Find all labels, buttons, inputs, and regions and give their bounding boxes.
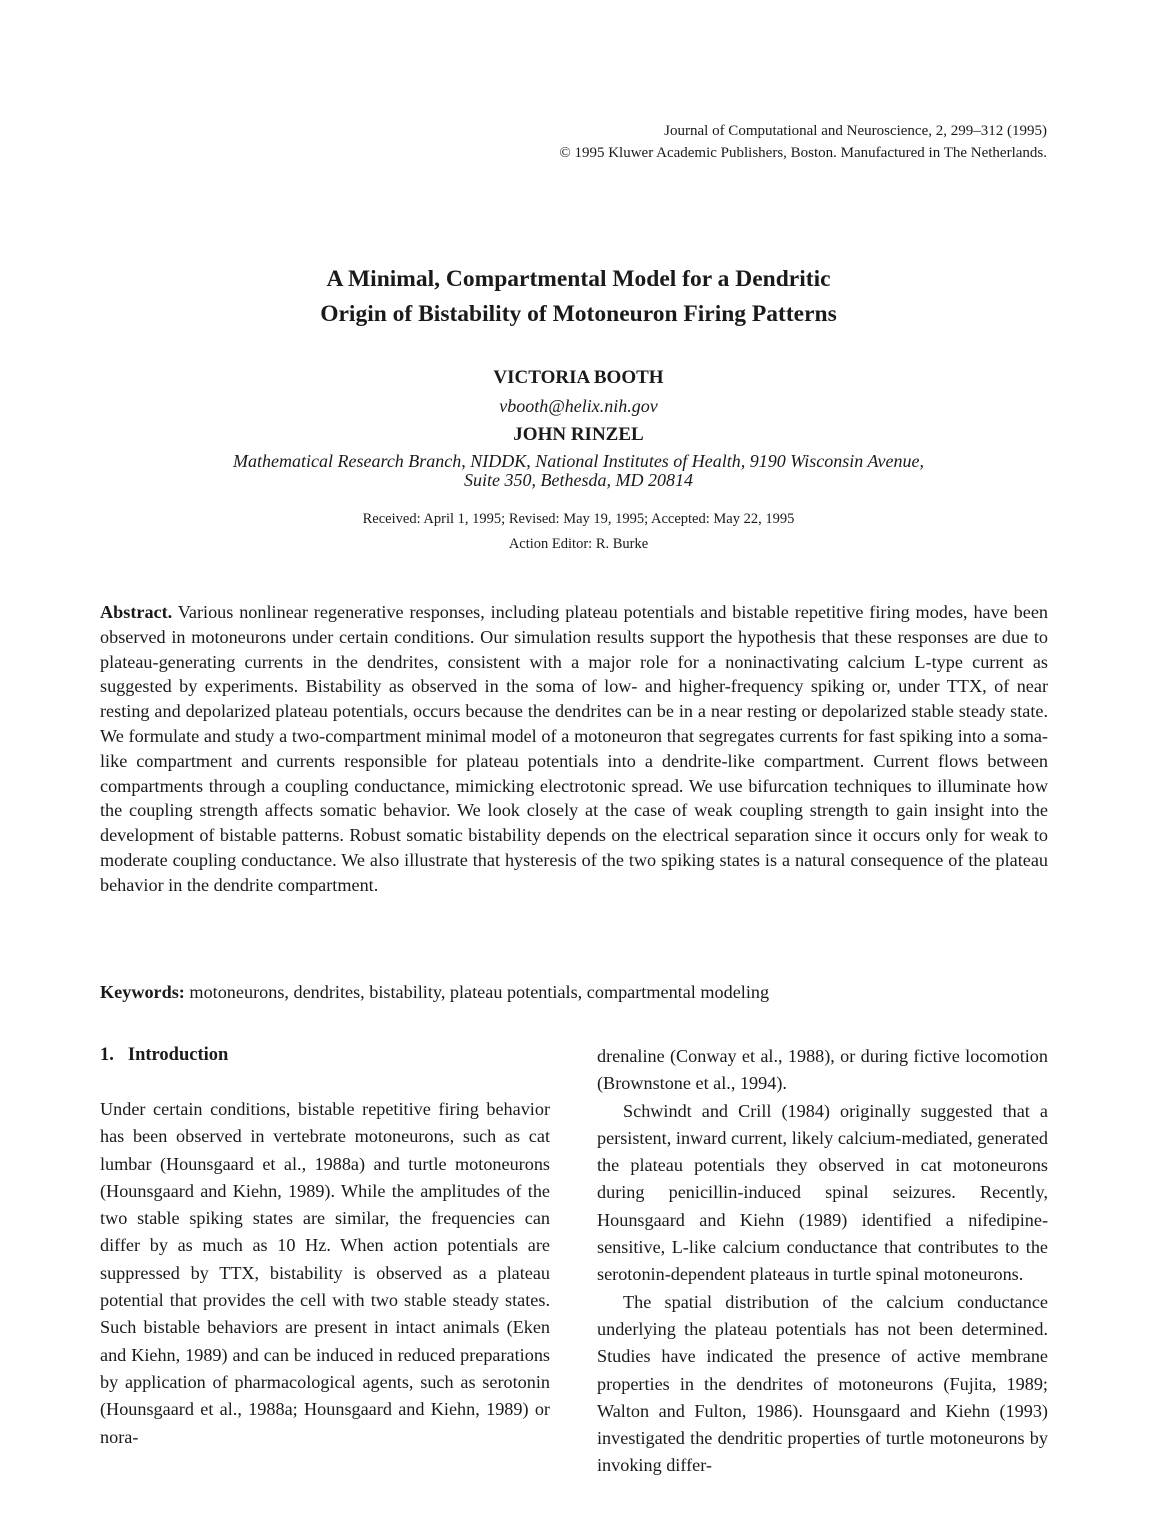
action-editor: Action Editor: R. Burke xyxy=(508,536,649,552)
title-line-2: Origin of Bistability of Motoneuron Firing Patterns xyxy=(320,301,837,327)
journal-header xyxy=(559,120,1047,164)
copyright-notice: © 1995 Kluwer Academic Publishers, Boston. Manufactured in The Netherlands. xyxy=(559,145,1047,161)
body-paragraph: drenaline (Conway et al., 1988), or during fictive locomotion (Brownstone et al., 1994). xyxy=(597,1046,1048,1094)
keywords-label: Keywords: xyxy=(100,982,185,1002)
section-number: 1. xyxy=(100,1045,114,1065)
submission-dates: Received: April 1, 1995; Revised: May 19, 1995; Accepted: May 22, 1995 xyxy=(362,511,795,527)
author-2-name: JOHN RINZEL xyxy=(513,424,644,445)
section-heading xyxy=(100,1045,228,1066)
journal-citation: Journal of Computational and Neuroscience, 2, 299–312 (1995) xyxy=(664,123,1047,139)
author-1-name: VICTORIA BOOTH xyxy=(493,367,664,388)
abstract-label: Abstract. xyxy=(100,602,173,622)
section-title: Introduction xyxy=(127,1045,229,1065)
abstract xyxy=(100,600,1048,898)
keywords-text: motoneurons, dendrites, bistability, plateau potentials, compartmental modeling xyxy=(189,982,770,1002)
body-paragraph: Under certain conditions, bistable repetitive firing behavior has been observed in vertebrate motoneurons, such as cat lumbar (Hounsgaard et al., 1988a) and turtle motoneurons (Hounsgaard and Kiehn, 1989). While the amplitudes of the two stable spiking states are similar, the frequencies can differ by as much as 10 Hz. When action potentials are suppressed by TTX, bistability is observed as a plateau potential that provides the cell with two stable steady states. Such bistable behaviors are present in intact animals (Eken and Kiehn, 1989) and can be induced in reduced preparations by application of pharmacological agents, such as serotonin (Hounsgaard et al., 1988a; Hounsgaard and Kiehn, 1989) or nora- xyxy=(100,1099,550,1447)
keywords xyxy=(100,980,1048,1004)
left-column xyxy=(100,1096,550,1451)
right-column xyxy=(597,1043,1048,1480)
body-paragraph: Schwindt and Crill (1984) originally suggested that a persistent, inward current, likely calcium-mediated, generated the plateau potentials they observed in cat motoneurons during penicillin-induced spinal seizures. Recently, Hounsgaard and Kiehn (1989) identified a nifedipine-sensitive, L-like calcium conductance that contributes to the serotonin-dependent plateaus in turtle spinal motoneurons. xyxy=(597,1100,1048,1285)
title-line-1: A Minimal, Compartmental Model for a Dendritic xyxy=(326,266,831,292)
paper-title xyxy=(0,262,1157,332)
abstract-text: Various nonlinear regenerative responses, including plateau potentials and bistable repetitive firing modes, have been observed in motoneurons under certain conditions. Our simulation results support the hypothesis that these responses are due to plateau-generating currents in the dendrites, consistent with a major role for a noninactivating calcium L-type current as suggested by experiments. Bistability as observed in the soma of low- and higher-frequency spiking or, under TTX, of near resting and depolarized plateau potentials, occurs because the dendrites can be in a near resting or depolarized stable steady state. We formulate and study a two-compartment minimal model of a motoneuron that segregates currents for fast spiking into a soma-like compartment and currents responsible for plateau potentials into a dendrite-like compartment. Current flows between compartments through a coupling conductance, mimicking electrotonic spread. We use bifurcation techniques to illuminate how the coupling strength affects somatic behavior. We look closely at the case of weak coupling strength to gain insight into the development of bistable patterns. Robust somatic bistability depends on the electrical separation since it occurs only for weak to moderate coupling conductance. We also illustrate that hysteresis of the two spiking states is a natural consequence of the plateau behavior in the dendrite compartment. xyxy=(100,602,1048,895)
affiliation-line-2: Suite 350, Bethesda, MD 20814 xyxy=(464,470,693,490)
body-paragraph: The spatial distribution of the calcium conductance underlying the plateau potentials has not been determined. Studies have indicated the presence of active membrane properties in the dendrites of motoneurons (Fujita, 1989; Walton and Fulton, 1986). Hounsgaard and Kiehn (1993) investigated the dendritic properties of turtle motoneurons by invoking differ- xyxy=(597,1291,1048,1476)
author-1-email: vbooth@helix.nih.gov xyxy=(499,396,658,416)
affiliation xyxy=(100,452,1057,490)
affiliation-line-1: Mathematical Research Branch, NIDDK, National Institutes of Health, 9190 Wisconsin Avenue, xyxy=(233,451,924,471)
